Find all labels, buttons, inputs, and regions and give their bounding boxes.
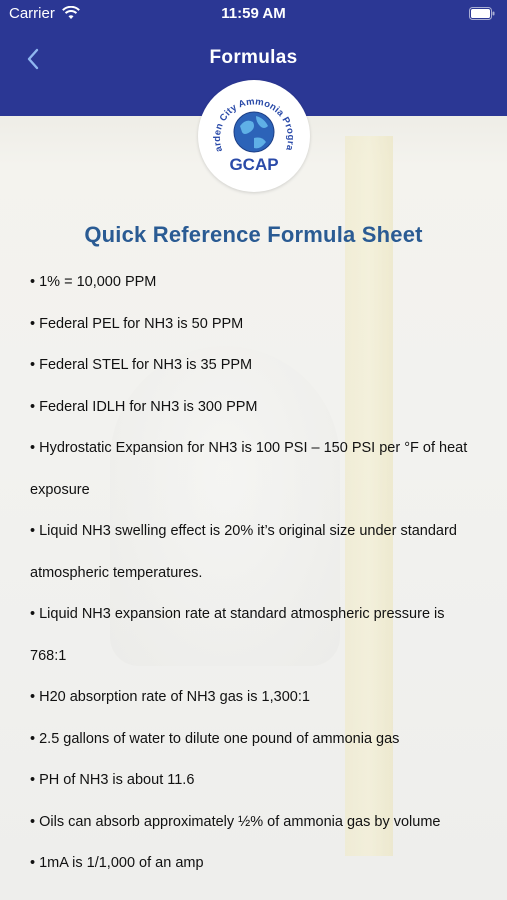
list-item: • Hydrostatic Expansion for NH3 is 100 PSI – 150 PSI per °F of heat exposure: [30, 440, 468, 498]
list-item: • Liquid NH3 expansion rate at standard atmospheric pressure is 768:1: [30, 606, 445, 664]
list-item: • Oils can absorb approximately ½% of ammonia gas by volume: [30, 813, 441, 830]
carrier-label: Carrier: [9, 5, 55, 22]
page-title: Formulas: [209, 47, 298, 68]
list-item: • Liquid NH3 swelling effect is 20% it’s original size under standard atmospheric temperatures.: [30, 523, 457, 581]
list-item: • Federal PEL for NH3 is 50 PPM: [30, 315, 244, 332]
logo-arc-text: arden City Ammonia Progra: [211, 96, 297, 154]
list-item: • H20 absorption rate of NH3 gas is 1,300:1: [30, 689, 310, 705]
sheet-title: Quick Reference Formula Sheet: [84, 222, 423, 247]
list-item: • PH of NH3 is about 11.6: [30, 772, 195, 788]
list-item: • 2.5 gallons of water to dilute one pound of ammonia gas: [30, 730, 400, 747]
logo-abbrev: GCAP: [229, 155, 279, 174]
list-item: • 1mA is 1/1,000 of an amp: [30, 855, 204, 871]
status-time: 11:59 AM: [221, 5, 286, 22]
list-item: • 1% = 10,000 PPM: [30, 274, 157, 290]
list-item: • Federal IDLH for NH3 is 300 PPM: [30, 398, 258, 415]
formula-list: [30, 262, 480, 885]
list-item: • Federal STEL for NH3 is 35 PPM: [30, 357, 253, 373]
